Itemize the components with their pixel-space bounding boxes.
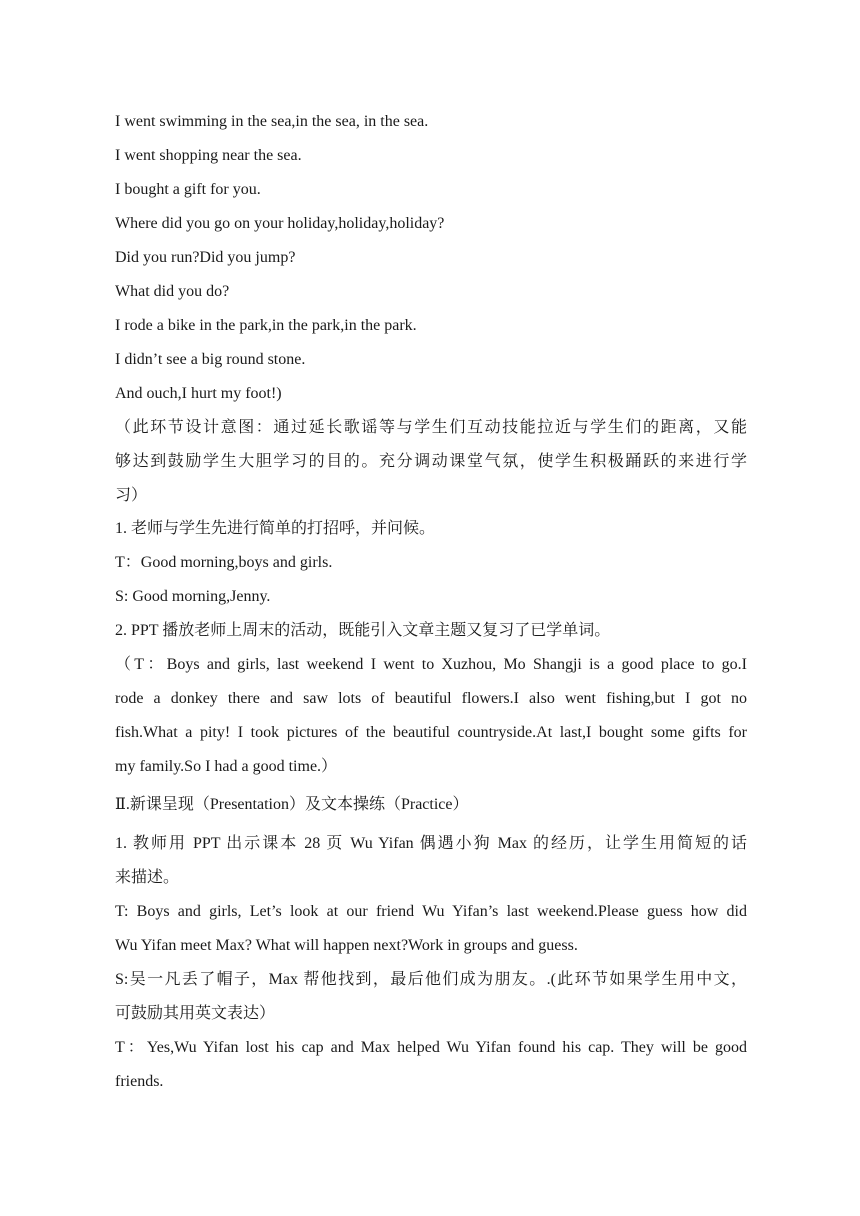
design-intent-line-2: 够达到鼓励学生大胆学习的目的。充分调动课堂气氛，使学生积极踊跃的来进行学 bbox=[115, 453, 747, 470]
song-line-7: I rode a bike in the park,in the park,in the park. bbox=[115, 317, 417, 334]
step-2-heading: 2. PPT 播放老师上周末的活动，既能引入文章主题又复习了已学单词。 bbox=[115, 622, 611, 639]
design-intent-line-3: 习） bbox=[115, 487, 148, 504]
song-line-8: I didn’t see a big round stone. bbox=[115, 351, 306, 368]
teacher-question-line-2: Wu Yifan meet Max? What will happen next?Work in groups and guess. bbox=[115, 937, 578, 954]
student-answer-line-2: 可鼓励其用英文表达） bbox=[115, 1005, 276, 1022]
song-line-3: I bought a gift for you. bbox=[115, 181, 261, 198]
ppt-step-line-2: 来描述。 bbox=[115, 869, 180, 886]
song-line-4: Where did you go on your holiday,holiday,holiday? bbox=[115, 215, 445, 232]
song-line-2: I went shopping near the sea. bbox=[115, 147, 302, 164]
teacher-greeting: T：Good morning,boys and girls. bbox=[115, 554, 333, 571]
teacher-reply-line-1: T：Yes,Wu Yifan lost his cap and Max helped Wu Yifan found his cap. They will be good bbox=[115, 1039, 747, 1056]
student-greeting: S: Good morning,Jenny. bbox=[115, 588, 271, 605]
ppt-step-line-1: 1. 教师用 PPT 出示课本 28 页 Wu Yifan 偶遇小狗 Max 的经历，让学生用简短的话 bbox=[115, 835, 747, 852]
song-line-1: I went swimming in the sea,in the sea, in the sea. bbox=[115, 113, 429, 130]
step-1-heading: 1. 老师与学生先进行简单的打招呼，并问候。 bbox=[115, 520, 436, 537]
teacher-weekend-line-4: my family.So I had a good time.） bbox=[115, 758, 338, 775]
teacher-reply-line-2: friends. bbox=[115, 1073, 164, 1090]
song-line-5: Did you run?Did you jump? bbox=[115, 249, 296, 266]
design-intent-line-1: （此环节设计意图：通过延长歌谣等与学生们互动技能拉近与学生们的距离，又能 bbox=[115, 419, 747, 436]
song-line-9: And ouch,I hurt my foot!) bbox=[115, 385, 282, 402]
teacher-weekend-line-3: fish.What a pity! I took pictures of the beautiful countryside.At last,I bought some gifts for bbox=[115, 724, 747, 741]
teacher-weekend-line-1: （T：Boys and girls, last weekend I went to Xuzhou, Mo Shangji is a good place to go.I bbox=[115, 656, 747, 673]
teacher-weekend-line-2: rode a donkey there and saw lots of beautiful flowers.I also went fishing,but I got no bbox=[115, 690, 747, 707]
student-answer-line-1: S:吴一凡丢了帽子，Max 帮他找到，最后他们成为朋友。.(此环节如果学生用中文， bbox=[115, 971, 747, 988]
section-heading-presentation: Ⅱ.新课呈现（Presentation）及文本操练（Practice） bbox=[115, 796, 469, 813]
teacher-question-line-1: T: Boys and girls, Let’s look at our friend Wu Yifan’s last weekend.Please guess how did bbox=[115, 903, 747, 920]
song-line-6: What did you do? bbox=[115, 283, 230, 300]
